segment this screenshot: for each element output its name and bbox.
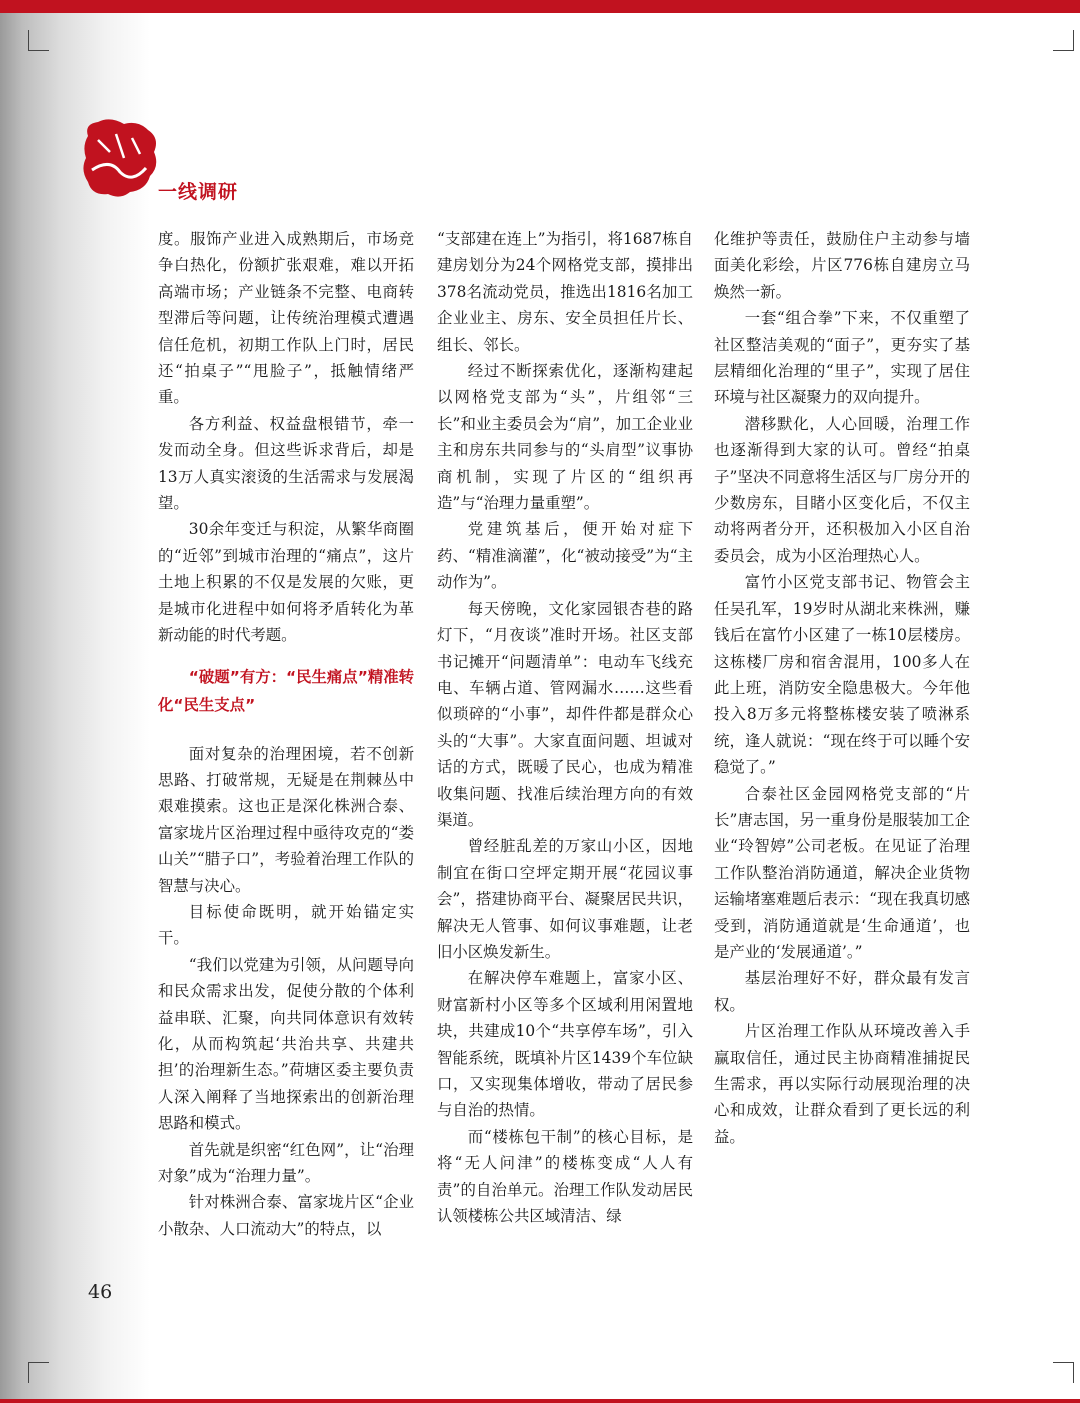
crop-mark-top-right: [1053, 30, 1074, 51]
page-number: 46: [88, 1281, 113, 1303]
paragraph: 合泰社区金园网格党支部的“片长”唐志国，另一重身份是服装加工企业“玲智婷”公司老板。在见证了治理工作队整治消防通道，解决企业货物运输堵塞难题后表示：“现在我真切感受到，消防通道就是‘生命通道’，也是产业的‘发展通道’。”: [714, 784, 970, 961]
paragraph: 在解决停车难题上，富家小区、财富新村小区等多个区域利用闲置地块，共建成10个“共享停车场”，引入智能系统，既填补片区1439个车位缺口，又实现集体增收，带动了居民参与自治的热情。: [437, 969, 693, 1120]
paragraph: 一套“组合拳”下来，不仅重塑了社区整洁美观的“面子”，更夯实了基层精细化治理的“里子”，实现了居住环境与社区凝聚力的双向提升。: [714, 309, 970, 407]
paragraph: “我们以党建为引领，从问题导向和民众需求出发，促使分散的个体利益串联、汇聚，向共同体意识有效转化，从而构筑起‘共治共享、共建共担’的治理新生态。”荷塘区委主要负责人深入阐释了当地探索出的创新治理思路和模式。: [158, 955, 414, 1133]
top-red-bar: [0, 0, 1080, 13]
article-column-3: [714, 226, 970, 1150]
article-column-1: [158, 226, 414, 1242]
paragraph: 目标使命既明，就开始锚定实干。: [158, 902, 414, 948]
paragraph: 基层治理好不好，群众最有发言权。: [714, 969, 970, 1014]
paragraph: 面对复杂的治理困境，若不创新思路、打破常规，无疑是在荆棘丛中艰难摸索。这也正是深化株洲合泰、富家垅片区治理过程中亟待攻克的“娄山关”“腊子口”，考验着治理工作队的智慧与决心。: [158, 744, 414, 895]
paragraph: 而“楼栋包干制”的核心目标，是将“无人问津”的楼栋变成“人人有责”的自治单元。治理工作队发动居民认领楼栋公共区域清洁、绿: [437, 1127, 693, 1226]
paragraph: 30余年变迁与积淀，从繁华商圈的“近邻”到城市治理的“痛点”，这片土地上积累的不仅是发展的欠账，更是城市化进程中如何将矛盾转化为革新动能的时代考题。: [158, 520, 414, 645]
section-heading: “破题”有方：“民生痛点”精准转化“民生支点”: [158, 667, 414, 714]
bottom-red-bar: [0, 1399, 1080, 1403]
paragraph: 潜移默化，人心回暖，治理工作也逐渐得到大家的认可。曾经“拍桌子”坚决不同意将生活区与厂房分开的少数房东，目睹小区变化后，不仅主动将两者分开，还积极加入小区自治委员会，成为小区治理热心人。: [714, 414, 970, 565]
crop-mark-bottom-left: [28, 1362, 49, 1383]
paragraph: 每天傍晚，文化家园银杏巷的路灯下，“月夜谈”准时开场。社区支部书记摊开“问题清单”：电动车飞线充电、车辆占道、管网漏水……这些看似琐碎的“小事”，却件件都是群众心头的“大事”。大家直面问题、坦诚对话的方式，既暖了民心，也成为精准收集问题、找准后续治理方向的有效渠道。: [437, 599, 693, 829]
crop-mark-top-left: [28, 30, 49, 51]
paragraph: “支部建在连上”为指引，将1687栋自建房划分为24个网格党支部，摸排出378名流动党员，推选出1816名加工企业业主、房东、安全员担任片长、组长、邻长。: [437, 230, 693, 354]
paragraph: 各方利益、权益盘根错节，牵一发而动全身。但这些诉求背后，却是13万人真实滚烫的生活需求与发展渴望。: [158, 414, 414, 513]
paragraph: 曾经脏乱差的万家山小区，因地制宜在街口空坪定期开展“花园议事会”，搭建协商平台、凝聚居民共识，解决无人管事、如何议事难题，让老旧小区焕发新生。: [437, 837, 693, 961]
magazine-logo-seal: [80, 118, 160, 200]
paragraph: 针对株洲合泰、富家垅片区“企业小散杂、人口流动大”的特点，以: [158, 1193, 414, 1238]
page-spine-shadow: [0, 13, 150, 1399]
paragraph: 化维护等责任，鼓励住户主动参与墙面美化彩绘，片区776栋自建房立马焕然一新。: [714, 230, 970, 301]
paragraph: 经过不断探索优化，逐渐构建起以网格党支部为“头”，片组邻“三长”和业主委员会为“肩”，加工企业业主和房东共同参与的“头肩型”议事协商机制，实现了片区的“组织再造”与“治理力量重塑”。: [437, 362, 693, 513]
article-column-2: [437, 226, 693, 1229]
paragraph: 片区治理工作队从环境改善入手赢取信任，通过民主协商精准捕捉民生需求，再以实际行动展现治理的决心和成效，让群众看到了更长远的利益。: [714, 1022, 970, 1146]
paragraph: 度。服饰产业进入成熟期后，市场竞争白热化，份额扩张艰难，难以开拓高端市场；产业链条不完整、电商转型滞后等问题，让传统治理模式遭遇信任危机，初期工作队上门时，居民还“拍桌子”“甩脸子”，抵触情绪严重。: [158, 230, 414, 407]
crop-mark-bottom-right: [1053, 1362, 1074, 1383]
paragraph: 首先就是织密“红色网”，让“治理对象”成为“治理力量”。: [158, 1140, 414, 1185]
paragraph: 党建筑基后，便开始对症下药、“精准滴灌”，化“被动接受”为“主动作为”。: [437, 520, 693, 592]
section-label: 一线调研: [158, 181, 239, 203]
paragraph: 富竹小区党支部书记、物管会主任吴孔军，19岁时从湖北来株洲，赚钱后在富竹小区建了一栋10层楼房。这栋楼厂房和宿舍混用，100多人在此上班，消防安全隐患极大。今年他投入8万多元将整栋楼安装了喷淋系统，逢人就说：“现在终于可以睡个安稳觉了。”: [714, 573, 970, 777]
